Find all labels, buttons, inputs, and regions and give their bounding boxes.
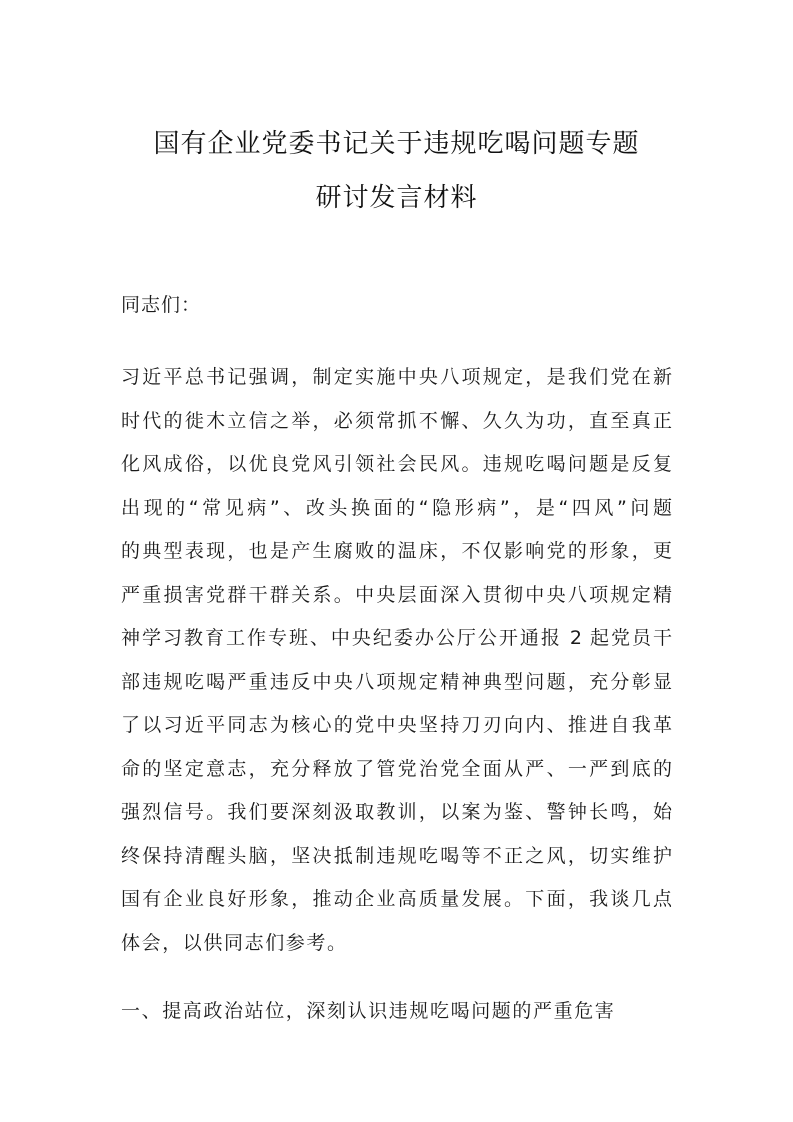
paragraph-line: 国有企业良好形象，推动企业高质量发展。下面，我谈几点 — [121, 888, 672, 910]
paragraph-line: 出现的“常见病”、改头换面的“隐形病”，是“四风”问题 — [121, 496, 672, 519]
paragraph-line: 的典型表现，也是产生腐败的温床，不仅影响党的形象，更 — [121, 540, 672, 562]
paragraph-line: 神学习教育工作专班、中央纪委办公厅公开通报 2 起党员干 — [121, 627, 672, 649]
paragraph-line: 命的坚定意志，充分释放了管党治党全面从严、一严到底的 — [121, 757, 672, 780]
paragraph-line: 体会，以供同志们参考。 — [121, 931, 348, 954]
paragraph-line: 强烈信号。我们要深刻汲取教训，以案为鉴、警钟长鸣，始 — [121, 801, 672, 823]
paragraph-line: 部违规吃喝严重违反中央八项规定精神典型问题，充分彰显 — [121, 670, 672, 693]
paragraph-line: 了以习近平同志为核心的党中央坚持刀刃向内、推进自我革 — [121, 714, 672, 736]
document-title-line-2: 研讨发言材料 — [315, 183, 478, 213]
greeting: 同志们： — [121, 294, 202, 316]
paragraph-line: 严重损害党群干群关系。中央层面深入贯彻中央八项规定精 — [121, 583, 672, 606]
paragraph-line: 终保持清醒头脑，坚决抵制违规吃喝等不正之风，切实维护 — [121, 844, 672, 867]
paragraph-line: 习近平总书记强调，制定实施中央八项规定，是我们党在新 — [121, 366, 672, 388]
document-title-line-1: 国有企业党委书记关于违规吃喝问题专题 — [153, 129, 640, 159]
paragraph-line: 时代的徙木立信之举，必须常抓不懈、久久为功，直至真正 — [121, 409, 672, 432]
paragraph-line: 化风成俗，以优良党风引领社会民风。违规吃喝问题是反复 — [121, 453, 672, 475]
section-heading: 一、提高政治站位，深刻认识违规吃喝问题的严重危害 — [121, 1000, 616, 1022]
body-paragraph — [121, 356, 672, 965]
